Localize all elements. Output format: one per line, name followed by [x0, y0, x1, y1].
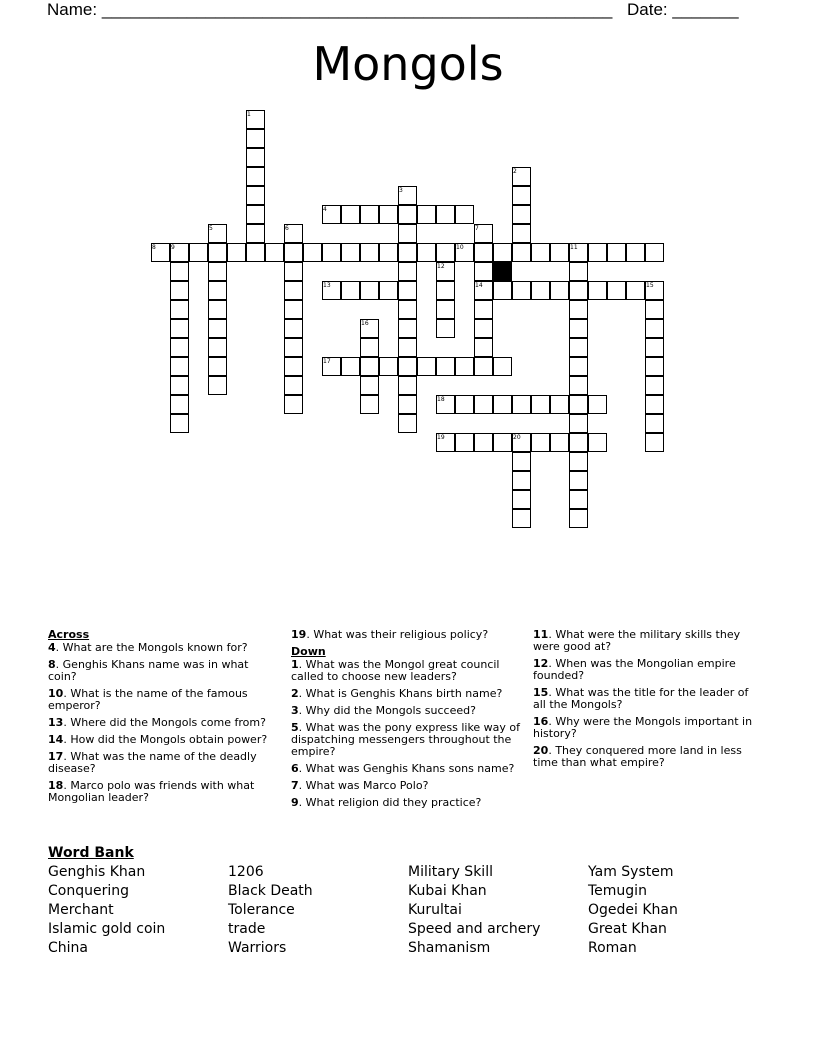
word-bank-title: Word Bank: [48, 845, 134, 861]
grid-cell[interactable]: [569, 471, 588, 490]
grid-cell[interactable]: [398, 414, 417, 433]
grid-cell[interactable]: [170, 376, 189, 395]
grid-cell[interactable]: [569, 395, 588, 414]
clue-across-4: 4. What are the Mongols known for?: [48, 641, 248, 654]
grid-cell[interactable]: [531, 433, 550, 452]
clue-number: 9: [171, 244, 175, 251]
grid-cell[interactable]: [645, 433, 664, 452]
word-bank-item: 1206: [228, 864, 264, 880]
grid-cell[interactable]: [379, 357, 398, 376]
clue-number: 20: [513, 434, 521, 441]
clue-across-18: 18. Marco polo was friends with what Mongolian leader?: [48, 779, 255, 804]
grid-cell[interactable]: [645, 319, 664, 338]
grid-cell[interactable]: [417, 205, 436, 224]
grid-cell[interactable]: [455, 357, 474, 376]
grid-cell[interactable]: [398, 243, 417, 262]
grid-cell[interactable]: [398, 281, 417, 300]
grid-cell[interactable]: [341, 243, 360, 262]
word-bank-item: Speed and archery: [408, 921, 541, 937]
grid-cell[interactable]: [379, 281, 398, 300]
clue-down-20: 20. They conquered more land in less time than what empire?: [533, 744, 742, 769]
clue-number: 12: [437, 263, 445, 270]
grid-cell[interactable]: [284, 243, 303, 262]
grid-cell[interactable]: [398, 395, 417, 414]
grid-cell[interactable]: [512, 509, 531, 528]
clue-down-9: 9. What religion did they practice?: [291, 796, 482, 809]
grid-cell[interactable]: [436, 281, 455, 300]
clues-column-1: [48, 629, 278, 809]
grid-cell[interactable]: [322, 243, 341, 262]
clue-across-14: 14. How did the Mongols obtain power?: [48, 733, 268, 746]
grid-cell[interactable]: [436, 357, 455, 376]
word-bank-item: Merchant: [48, 902, 114, 918]
grid-cell[interactable]: [341, 357, 360, 376]
grid-cell[interactable]: [341, 205, 360, 224]
grid-cell[interactable]: [379, 243, 398, 262]
grid-cell[interactable]: [284, 300, 303, 319]
grid-cell[interactable]: [360, 376, 379, 395]
clue-number: 8: [152, 244, 156, 251]
grid-cell[interactable]: [170, 338, 189, 357]
grid-cell[interactable]: [417, 243, 436, 262]
grid-cell[interactable]: [398, 300, 417, 319]
grid-cell[interactable]: [512, 395, 531, 414]
grid-cell[interactable]: [360, 357, 379, 376]
clue-across-19: 19. What was their religious policy?: [291, 628, 489, 641]
grid-cell[interactable]: [569, 300, 588, 319]
clue-down-15: 15. What was the title for the leader of all the Mongols?: [533, 686, 749, 711]
grid-cell[interactable]: [474, 433, 493, 452]
word-bank-item: China: [48, 940, 88, 956]
grid-cell[interactable]: [170, 357, 189, 376]
grid-cell[interactable]: [398, 205, 417, 224]
clue-number: 19: [437, 434, 445, 441]
grid-cell[interactable]: [493, 281, 512, 300]
clue-across-10: 10. What is the name of the famous emperor?: [48, 687, 248, 712]
grid-cell[interactable]: [550, 395, 569, 414]
clue-across-13: 13. Where did the Mongols come from?: [48, 716, 266, 729]
across-heading: Across: [48, 628, 90, 641]
grid-cell[interactable]: [569, 281, 588, 300]
grid-cell[interactable]: [208, 243, 227, 262]
grid-cell[interactable]: [512, 452, 531, 471]
word-bank-column-1: [48, 863, 165, 958]
grid-cell[interactable]: [246, 167, 265, 186]
grid-cell[interactable]: [208, 300, 227, 319]
clue-down-2: 2. What is Genghis Khans birth name?: [291, 687, 503, 700]
grid-cell[interactable]: [246, 148, 265, 167]
grid-cell[interactable]: [569, 490, 588, 509]
word-bank-item: Genghis Khan: [48, 864, 146, 880]
grid-cell[interactable]: [436, 300, 455, 319]
word-bank-column-2: [228, 863, 313, 958]
grid-cell[interactable]: [170, 281, 189, 300]
grid-cell[interactable]: [398, 338, 417, 357]
clue-number: 13: [323, 282, 331, 289]
clue-down-1: 1. What was the Mongol great council called to choose new leaders?: [291, 658, 500, 683]
grid-cell[interactable]: [398, 319, 417, 338]
page-title: Mongols: [312, 37, 504, 91]
grid-cell[interactable]: [284, 338, 303, 357]
grid-cell[interactable]: [569, 509, 588, 528]
grid-cell[interactable]: [569, 376, 588, 395]
grid-cell[interactable]: [588, 433, 607, 452]
word-bank-item: Islamic gold coin: [48, 921, 166, 937]
grid-cell[interactable]: [455, 205, 474, 224]
grid-cell[interactable]: [360, 205, 379, 224]
clue-number: 15: [646, 282, 654, 289]
grid-cell[interactable]: [246, 205, 265, 224]
grid-cell[interactable]: [436, 205, 455, 224]
grid-cell[interactable]: [569, 452, 588, 471]
grid-cell[interactable]: [398, 262, 417, 281]
clue-number: 2: [513, 168, 517, 175]
grid-cell[interactable]: [493, 243, 512, 262]
clue-number: 10: [456, 244, 464, 251]
grid-cell[interactable]: [227, 243, 246, 262]
clue-number: 4: [323, 206, 327, 213]
grid-cell[interactable]: [398, 224, 417, 243]
grid-cell[interactable]: [208, 281, 227, 300]
grid-cell[interactable]: [645, 414, 664, 433]
clue-number: 18: [437, 396, 445, 403]
grid-cell[interactable]: [265, 243, 284, 262]
grid-cell-black: [493, 262, 512, 281]
grid-cell[interactable]: [474, 243, 493, 262]
word-bank-item: Kurultai: [408, 902, 462, 918]
grid-cell[interactable]: [569, 357, 588, 376]
grid-cell[interactable]: [474, 338, 493, 357]
grid-cell[interactable]: [417, 357, 436, 376]
grid-cell[interactable]: [284, 357, 303, 376]
grid-cell[interactable]: [170, 262, 189, 281]
grid-cell[interactable]: [246, 186, 265, 205]
grid-cell[interactable]: [550, 281, 569, 300]
grid-cell[interactable]: [246, 129, 265, 148]
word-bank-column-3: [408, 863, 540, 958]
grid-cell[interactable]: [645, 357, 664, 376]
grid-cell[interactable]: [474, 357, 493, 376]
grid-cell[interactable]: [550, 433, 569, 452]
grid-cell[interactable]: [550, 243, 569, 262]
grid-cell[interactable]: [626, 281, 645, 300]
grid-cell[interactable]: [512, 471, 531, 490]
grid-cell[interactable]: [607, 281, 626, 300]
grid-cell[interactable]: [246, 243, 265, 262]
grid-cell[interactable]: [645, 338, 664, 357]
grid-cell[interactable]: [208, 319, 227, 338]
grid-cell[interactable]: [360, 395, 379, 414]
clue-down-3: 3. Why did the Mongols succeed?: [291, 704, 476, 717]
grid-cell[interactable]: [246, 224, 265, 243]
clue-across-8: 8. Genghis Khans name was in what coin?: [48, 658, 249, 683]
grid-cell[interactable]: [398, 357, 417, 376]
clue-number: 6: [285, 225, 289, 232]
grid-cell[interactable]: [607, 243, 626, 262]
word-bank-item: Great Khan: [588, 921, 667, 937]
grid-cell[interactable]: [284, 262, 303, 281]
grid-cell[interactable]: [626, 243, 645, 262]
grid-cell[interactable]: [455, 395, 474, 414]
clue-number: 16: [361, 320, 369, 327]
grid-cell[interactable]: [208, 262, 227, 281]
word-bank-item: Roman: [588, 940, 637, 956]
grid-cell[interactable]: [170, 395, 189, 414]
grid-cell[interactable]: [474, 262, 493, 281]
grid-cell[interactable]: [360, 338, 379, 357]
grid-cell[interactable]: [512, 224, 531, 243]
grid-cell[interactable]: [208, 338, 227, 357]
grid-cell[interactable]: [569, 338, 588, 357]
name-label: Name:: [47, 0, 98, 19]
word-bank-item: Black Death: [228, 883, 313, 899]
grid-cell[interactable]: [645, 243, 664, 262]
down-heading: Down: [291, 645, 326, 658]
clue-number: 1: [247, 111, 251, 118]
clue-number: 3: [399, 187, 403, 194]
word-bank-item: Shamanism: [408, 940, 491, 956]
grid-cell[interactable]: [512, 205, 531, 224]
clue-down-12: 12. When was the Mongolian empire founded?: [533, 657, 736, 682]
grid-cell[interactable]: [645, 376, 664, 395]
grid-cell[interactable]: [588, 243, 607, 262]
grid-cell[interactable]: [531, 243, 550, 262]
grid-cell[interactable]: [512, 281, 531, 300]
grid-cell[interactable]: [512, 186, 531, 205]
name-blank[interactable]: ______________________________________________________: [101, 0, 613, 19]
word-bank-item: trade: [228, 921, 266, 937]
grid-cell[interactable]: [341, 281, 360, 300]
grid-cell[interactable]: [569, 414, 588, 433]
grid-cell[interactable]: [474, 395, 493, 414]
grid-cell[interactable]: [512, 490, 531, 509]
clue-number: 5: [209, 225, 213, 232]
grid-cell[interactable]: [493, 433, 512, 452]
grid-cell[interactable]: [569, 433, 588, 452]
word-bank-item: Warriors: [228, 940, 287, 956]
clue-number: 14: [475, 282, 483, 289]
word-bank-column-4: [588, 863, 678, 958]
grid-cell[interactable]: [569, 319, 588, 338]
word-bank-item: Military Skill: [408, 864, 493, 880]
grid-cell[interactable]: [436, 243, 455, 262]
grid-cell[interactable]: [455, 433, 474, 452]
clues-column-2: [291, 629, 521, 814]
word-bank-item: Temugin: [588, 883, 647, 899]
grid-cell[interactable]: [588, 395, 607, 414]
grid-cell[interactable]: [284, 395, 303, 414]
grid-cell[interactable]: [170, 300, 189, 319]
grid-cell[interactable]: [474, 300, 493, 319]
grid-cell[interactable]: [588, 281, 607, 300]
grid-cell[interactable]: [493, 395, 512, 414]
grid-cell[interactable]: [189, 243, 208, 262]
grid-cell[interactable]: [170, 319, 189, 338]
word-bank-item: Yam System: [588, 864, 674, 880]
grid-cell[interactable]: [170, 414, 189, 433]
grid-cell[interactable]: [398, 376, 417, 395]
clues-column-3: [533, 629, 761, 774]
clue-down-7: 7. What was Marco Polo?: [291, 779, 429, 792]
grid-cell[interactable]: [645, 300, 664, 319]
date-label: Date:: [627, 0, 668, 19]
grid-cell[interactable]: [303, 243, 322, 262]
grid-cell[interactable]: [284, 319, 303, 338]
clue-number: 11: [570, 244, 578, 251]
word-bank-item: Kubai Khan: [408, 883, 487, 899]
grid-cell[interactable]: [474, 319, 493, 338]
grid-cell[interactable]: [284, 376, 303, 395]
grid-cell[interactable]: [360, 281, 379, 300]
grid-cell[interactable]: [531, 395, 550, 414]
grid-cell[interactable]: [208, 357, 227, 376]
word-bank-item: Ogedei Khan: [588, 902, 678, 918]
grid-cell[interactable]: [284, 281, 303, 300]
grid-cell[interactable]: [531, 281, 550, 300]
grid-cell[interactable]: [569, 262, 588, 281]
grid-cell[interactable]: [512, 243, 531, 262]
grid-cell[interactable]: [645, 395, 664, 414]
clue-across-17: 17. What was the name of the deadly disease?: [48, 750, 257, 775]
grid-cell[interactable]: [436, 319, 455, 338]
clue-down-16: 16. Why were the Mongols important in history?: [533, 715, 753, 740]
date-blank[interactable]: _______: [672, 0, 739, 19]
clue-number: 7: [475, 225, 479, 232]
grid-cell[interactable]: [208, 376, 227, 395]
word-bank-item: Tolerance: [228, 902, 295, 918]
clue-down-11: 11. What were the military skills they were good at?: [533, 628, 741, 653]
grid-cell[interactable]: [379, 205, 398, 224]
grid-cell[interactable]: [360, 243, 379, 262]
grid-cell[interactable]: [493, 357, 512, 376]
clue-number: 17: [323, 358, 331, 365]
clue-down-6: 6. What was Genghis Khans sons name?: [291, 762, 515, 775]
word-bank-item: Conquering: [48, 883, 129, 899]
clue-down-5: 5. What was the pony express like way of dispatching messengers throughout the empire?: [291, 721, 521, 758]
